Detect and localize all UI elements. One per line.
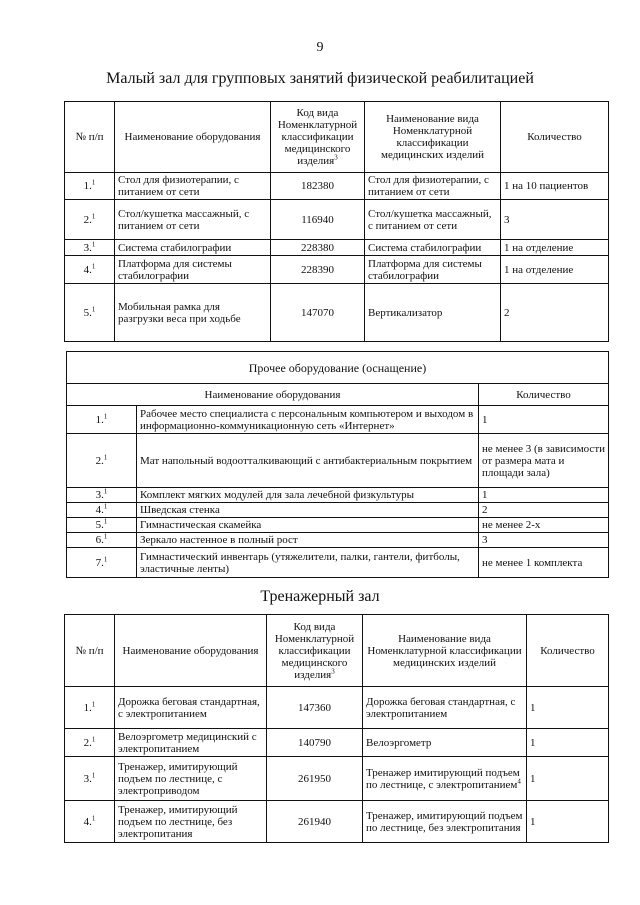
gym-table [64,614,609,843]
gym-title: Тренажерный зал [260,588,380,605]
table-header-row [65,615,609,687]
table-row: 1.$^1$ Дорожка беговая стандартная, с электропитанием 147360 Дорожка беговая стандартная, с электропитанием 1 [65,687,609,729]
header-qty: Количество [527,615,609,687]
header-name: Наименование оборудования [115,102,271,173]
table-row: 1.$^1$ Стол для физиотерапии, с питанием от сети 182380 Стол для физиотерапии, с питанием от сети 1 на 10 пациентов [65,173,609,200]
table-row: 4.$^1$ Шведская стенка 2 [67,503,609,518]
table-row: 4.$^1$ Тренажер, имитирующий подъем по лестнице, без электропитания 261940 Тренажер, имитирующий подъем по лестнице, без электропитания 1 [65,801,609,843]
table-header-row [65,102,609,173]
table-row: 5.$^1$ Мобильная рамка для разгрузки веса при ходьбе 147070 Вертикализатор 2 [65,284,609,342]
table-row: 4.$^1$ Платформа для системы стабилографии 228390 Платформа для системы стабилографии 1 на отделение [65,256,609,284]
header-code: Код вида Номенклатурной классификации медицинского изделия$^3$ [271,102,365,173]
header-code: Код вида Номенклатурной классификации медицинского изделия$^3$ [267,615,363,687]
table-row: 7.$^1$ Гимнастический инвентарь (утяжелители, палки, гантели, фитболы, эластичные ленты) не менее 1 комплекта [67,548,609,578]
table-row: 3.$^1$ Тренажер, имитирующий подъем по лестнице, с электроприводом 261950 Тренажер имитирующий подъем по лестнице, с электропитанием$^4$ 1 [65,757,609,801]
small-hall-table [64,101,609,342]
other-equipment-table [66,351,609,578]
header-num: № п/п [65,102,115,173]
other-equipment-title: Прочее оборудование (оснащение) [67,352,609,384]
table-header-row [67,384,609,406]
small-hall-title: Малый зал для групповых занятий физической реабилитацией [106,70,534,87]
header-kind: Наименование вида Номенклатурной классификации медицинских изделий [365,102,501,173]
table-row: 2.$^1$ Мат напольный водоотталкивающий с антибактериальным покрытием не менее 3 (в зависимости от размера мата и площади зала) [67,434,609,488]
header-kind: Наименование вида Номенклатурной классификации медицинских изделий [363,615,527,687]
header-qty: Количество [501,102,609,173]
table-row: 1.$^1$ Рабочее место специалиста с персональным компьютером и выходом в информационно-коммуникационную сеть «Интернет» 1 [67,406,609,434]
header-name: Наименование оборудования [67,384,479,406]
table-row: 3.$^1$ Комплект мягких модулей для зала лечебной физкультуры 1 [67,488,609,503]
table-row: 2.$^1$ Стол/кушетка массажный, с питанием от сети 116940 Стол/кушетка массажный, с питанием от сети 3 [65,200,609,240]
page-number: 9 [316,40,324,55]
table-row: 6.$^1$ Зеркало настенное в полный рост 3 [67,533,609,548]
table-row: 2.$^1$ Велоэргометр медицинский с электропитанием 140790 Велоэргометр 1 [65,729,609,757]
header-qty: Количество [479,384,609,406]
header-name: Наименование оборудования [115,615,267,687]
table-row: 3.$^1$ Система стабилографии 228380 Система стабилографии 1 на отделение [65,240,609,256]
header-num: № п/п [65,615,115,687]
table-row: 5.$^1$ Гимнастическая скамейка не менее 2-х [67,518,609,533]
